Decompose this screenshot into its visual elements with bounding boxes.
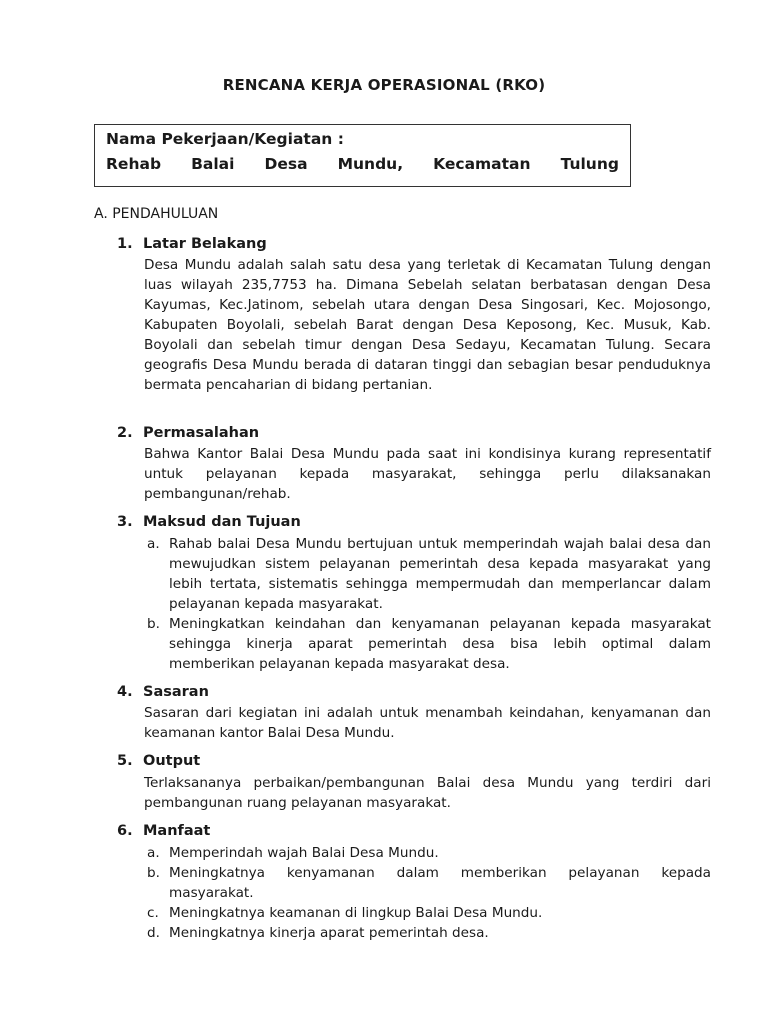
- item-number: 5.: [117, 753, 133, 769]
- item-heading-latar-belakang: [117, 236, 267, 252]
- list-label: d.: [147, 925, 160, 941]
- item-heading-maksud-tujuan: [117, 514, 301, 530]
- item-title: Manfaat: [143, 823, 211, 839]
- list-item-manfaat-d: [144, 923, 711, 943]
- list-item-manfaat-a: [144, 843, 711, 863]
- job-name-value: [106, 155, 619, 173]
- item-number: 3.: [117, 514, 133, 530]
- paragraph-latar-belakang: Desa Mundu adalah salah satu desa yang terletak di Kecamatan Tulung dengan luas wilayah 235,7753 ha. Dimana Sebelah selatan berbatasan dengan Desa Kayumas, Kec.Jatinom, sebelah utara dengan Desa Singosari, Kec. Mojosongo, Kabupaten Boyolali, sebelah Barat dengan Desa Keposong, Kec. Musuk, Kab. Boyolali dan sebelah timur dengan Desa Sedayu, Kecamatan Tulung. Secara geografis Desa Mundu berada di dataran tinggi dan sebagian besar penduduknya bermata pencaharian di bidang pertanian.: [144, 257, 711, 393]
- job-name-word: Kecamatan: [433, 155, 531, 173]
- document-title: RENCANA KERJA OPERASIONAL (RKO): [222, 76, 546, 94]
- paragraph-permasalahan: Bahwa Kantor Balai Desa Mundu pada saat ini kondisinya kurang representatif untuk pelayanan kepada masyarakat, sehingga perlu dilaksanakan pembangunan/rehab.: [144, 446, 711, 502]
- paragraph-sasaran: Sasaran dari kegiatan ini adalah untuk menambah keindahan, kenyamanan dan keamanan kantor Balai Desa Mundu.: [144, 705, 711, 741]
- list-text: Meningkatnya kinerja aparat pemerintah desa.: [169, 925, 489, 941]
- list-item-manfaat-c: [144, 903, 711, 923]
- job-name-word: Desa: [264, 155, 308, 173]
- list-label: b.: [147, 865, 160, 881]
- list-text: Memperindah wajah Balai Desa Mundu.: [169, 845, 439, 861]
- list-text: Rahab balai Desa Mundu bertujuan untuk memperindah wajah balai desa dan mewujudkan sistem pelayanan pemerintah desa kepada masyarakat yang lebih tertata, sistematis sehingga mempermudah dan memperlancar dalam pelayanan kepada masyarakat.: [169, 536, 711, 612]
- job-name-word: Rehab: [106, 155, 162, 173]
- item-heading-output: [117, 753, 200, 769]
- item-number: 6.: [117, 823, 133, 839]
- job-name-word: Mundu,: [337, 155, 404, 173]
- list-text: Meningkatkan keindahan dan kenyamanan pelayanan kepada masyarakat sehingga kinerja aparat pemerintah desa bisa lebih optimal dalam memberikan pelayanan kepada masyarakat desa.: [169, 616, 711, 672]
- item-number: 1.: [117, 236, 133, 252]
- item-title: Latar Belakang: [143, 236, 267, 252]
- item-title: Permasalahan: [143, 425, 260, 441]
- job-name-box: [94, 124, 631, 187]
- item-title: Output: [143, 753, 201, 769]
- list-label: a.: [147, 536, 160, 552]
- item-heading-manfaat: [117, 823, 210, 839]
- job-name-label: Nama Pekerjaan/Kegiatan :: [106, 130, 344, 148]
- item-number: 2.: [117, 425, 133, 441]
- list-text: Meningkatnya keamanan di lingkup Balai Desa Mundu.: [169, 905, 543, 921]
- item-heading-permasalahan: [117, 425, 259, 441]
- item-number: 4.: [117, 684, 133, 700]
- list-text: Meningkatnya kenyamanan dalam memberikan pelayanan kepada masyarakat.: [169, 865, 711, 901]
- list-label: b.: [147, 616, 160, 632]
- list-item-maksud-a: [144, 534, 711, 614]
- section-heading-a: A. PENDAHULUAN: [94, 206, 219, 222]
- list-label: c.: [147, 905, 159, 921]
- item-title: Maksud dan Tujuan: [143, 514, 301, 530]
- item-heading-sasaran: [117, 684, 209, 700]
- list-item-manfaat-b: [144, 863, 711, 903]
- list-label: a.: [147, 845, 160, 861]
- paragraph-output: Terlaksananya perbaikan/pembangunan Balai desa Mundu yang terdiri dari pembangunan ruang pelayanan masyarakat.: [144, 775, 711, 811]
- item-title: Sasaran: [143, 684, 209, 700]
- job-name-word: Tulung: [560, 155, 619, 173]
- job-name-word: Balai: [191, 155, 235, 173]
- list-item-maksud-b: [144, 614, 711, 674]
